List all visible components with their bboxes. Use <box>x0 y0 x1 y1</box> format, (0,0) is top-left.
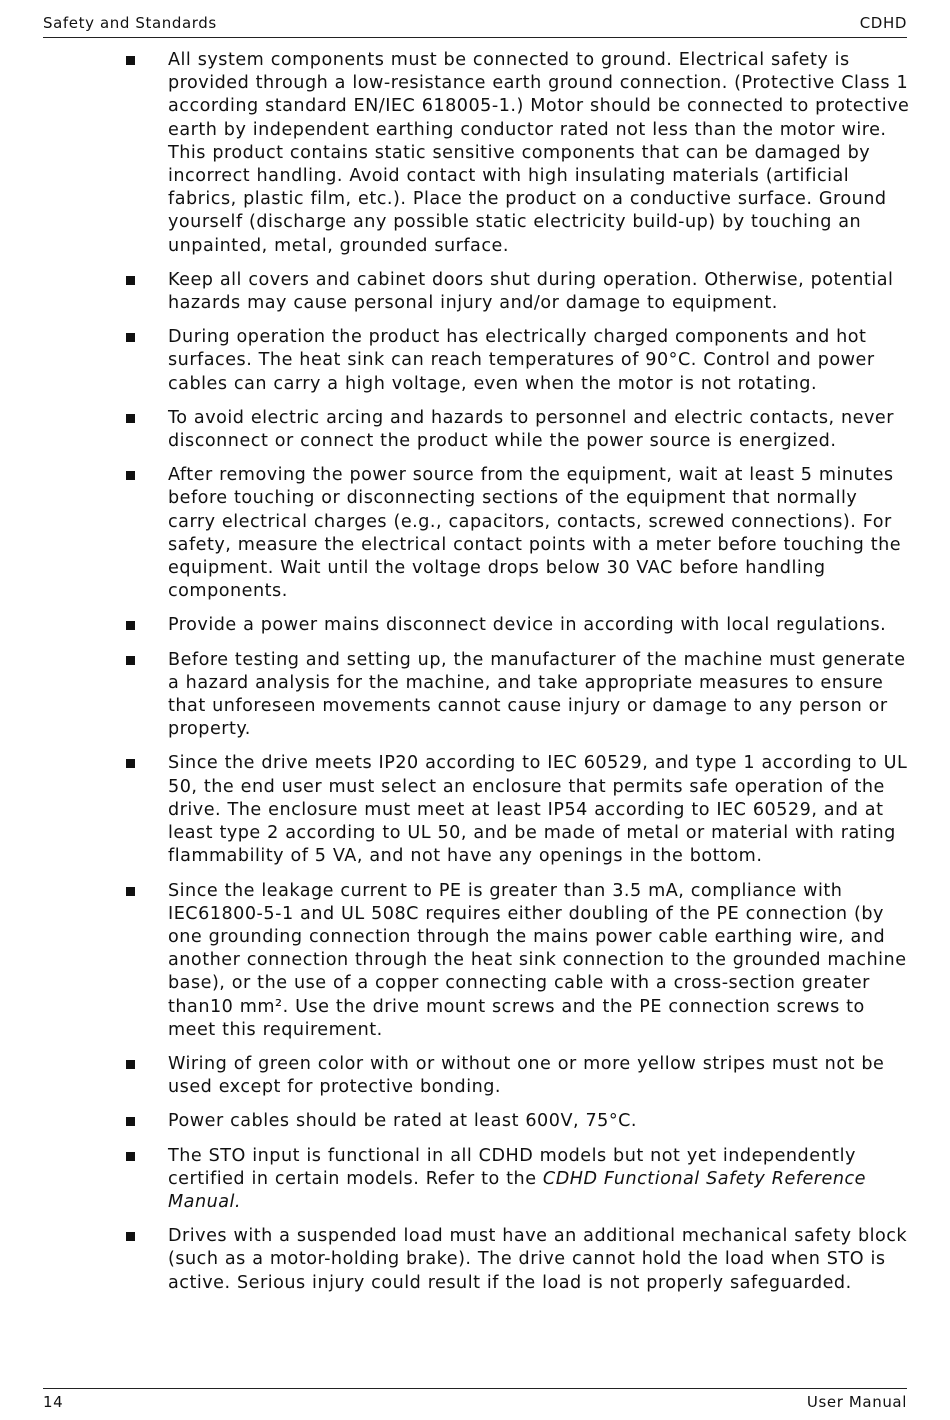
footer-page-number: 14 <box>43 1393 64 1411</box>
bullet-square-icon <box>126 56 135 65</box>
bullet-text: During operation the product has electrically charged components and hot surfaces. The heat sink can reach temperatures of 90°C. Control and power cables can carry a high voltage, even when the motor is not rotating. <box>168 327 875 394</box>
page-header <box>43 13 907 38</box>
bullet-square-icon <box>126 333 135 342</box>
bullet-text: Provide a power mains disconnect device in according with local regulations. <box>168 615 887 636</box>
page-footer <box>43 1388 907 1417</box>
bullet-item <box>125 407 910 453</box>
bullet-text: Keep all covers and cabinet doors shut during operation. Otherwise, potential hazards may cause personal injury and/or damage to equipment. <box>168 269 894 314</box>
bullet-square-icon <box>126 1152 135 1161</box>
bullet-item <box>125 649 910 742</box>
bullet-square-icon <box>126 621 135 630</box>
page-body <box>125 49 910 1306</box>
bullet-square-icon <box>126 656 135 665</box>
safety-bullet-list <box>125 49 910 1295</box>
bullet-item <box>125 49 910 258</box>
bullet-italic-reference: CDHD Functional Safety Reference Manual. <box>168 1168 867 1212</box>
bullet-square-icon <box>126 1060 135 1069</box>
bullet-square-icon <box>126 887 135 896</box>
bullet-text: To avoid electric arcing and hazards to personnel and electric contacts, never disconnect or connect the product while the power source is energized. <box>168 407 894 452</box>
bullet-square-icon <box>126 759 135 768</box>
bullet-square-icon <box>126 276 135 285</box>
bullet-text: All system components must be connected to ground. Electrical safety is provided through a low-resistance earth ground connection. (Protective Class 1 according standard EN/IEC 618005-1.) Motor should be connected to protective earth by independent earthing conductor rated not less than the motor wire. This product contains static sensitive components that can be damaged by incorrect handling. Avoid contact with high insulating materials (artificial fabrics, plastic film, etc.). Place the product on a conductive surface. Ground yourself (discharge any possible static electricity build-up) by touching an unpainted, metal, grounded surface. <box>168 50 910 256</box>
header-product-name: CDHD <box>859 14 907 32</box>
bullet-item <box>125 1145 910 1215</box>
bullet-square-icon <box>126 1232 135 1241</box>
bullet-item <box>125 464 910 603</box>
bullet-text: The STO input is functional in all CDHD models but not yet independently certified in certain models. Refer to the <box>168 1145 856 1189</box>
bullet-text: Wiring of green color with or without one or more yellow stripes must not be used except for protective bonding. <box>168 1053 885 1098</box>
bullet-item <box>125 269 910 315</box>
bullet-square-icon <box>126 471 135 480</box>
bullet-text: Before testing and setting up, the manufacturer of the machine must generate a hazard analysis for the machine, and take appropriate measures to ensure that unforeseen movements cannot cause injury or damage to any person or property. <box>168 649 906 740</box>
bullet-text: After removing the power source from the equipment, wait at least 5 minutes before touching or disconnecting sections of the equipment that normally carry electrical charges (e.g., capacitors, contacts, screwed connections). For safety, measure the electrical contact points with a meter before touching the equipment. Wait until the voltage drops below 30 VAC before handling components. <box>168 465 902 602</box>
bullet-item <box>125 1225 910 1295</box>
bullet-text: Power cables should be rated at least 600V, 75°C. <box>168 1111 638 1132</box>
bullet-item <box>125 614 910 637</box>
bullet-item <box>125 1053 910 1099</box>
bullet-item <box>125 880 910 1042</box>
bullet-square-icon <box>126 1117 135 1126</box>
bullet-item <box>125 1110 910 1133</box>
bullet-item <box>125 752 910 868</box>
bullet-text: Since the drive meets IP20 according to IEC 60529, and type 1 according to UL 50, the end user must select an enclosure that permits safe operation of the drive. The enclosure must meet at least IP54 according to IEC 60529, and at least type 2 according to UL 50, and be made of metal or material with rating flammability of 5 VA, and not have any openings in the bottom. <box>168 753 908 867</box>
bullet-square-icon <box>126 414 135 423</box>
bullet-text: Drives with a suspended load must have an additional mechanical safety block (such as a motor-holding brake). The drive cannot hold the load when STO is active. Serious injury could result if the load is not properly safeguarded. <box>168 1226 908 1293</box>
bullet-item <box>125 326 910 396</box>
bullet-text: Since the leakage current to PE is greater than 3.5 mA, compliance with IEC61800-5-1 and UL 508C requires either doubling of the PE connection (by one grounding connection through the mains power cable earthing wire, and another connection through the heat sink connection to the grounded machine base), or the use of a copper connecting cable with a cross-section greater than10 mm². Use the drive mount screws and the PE connection screws to meet this requirement. <box>168 880 907 1040</box>
header-section-title: Safety and Standards <box>43 14 217 32</box>
footer-doc-type: User Manual <box>806 1393 907 1411</box>
